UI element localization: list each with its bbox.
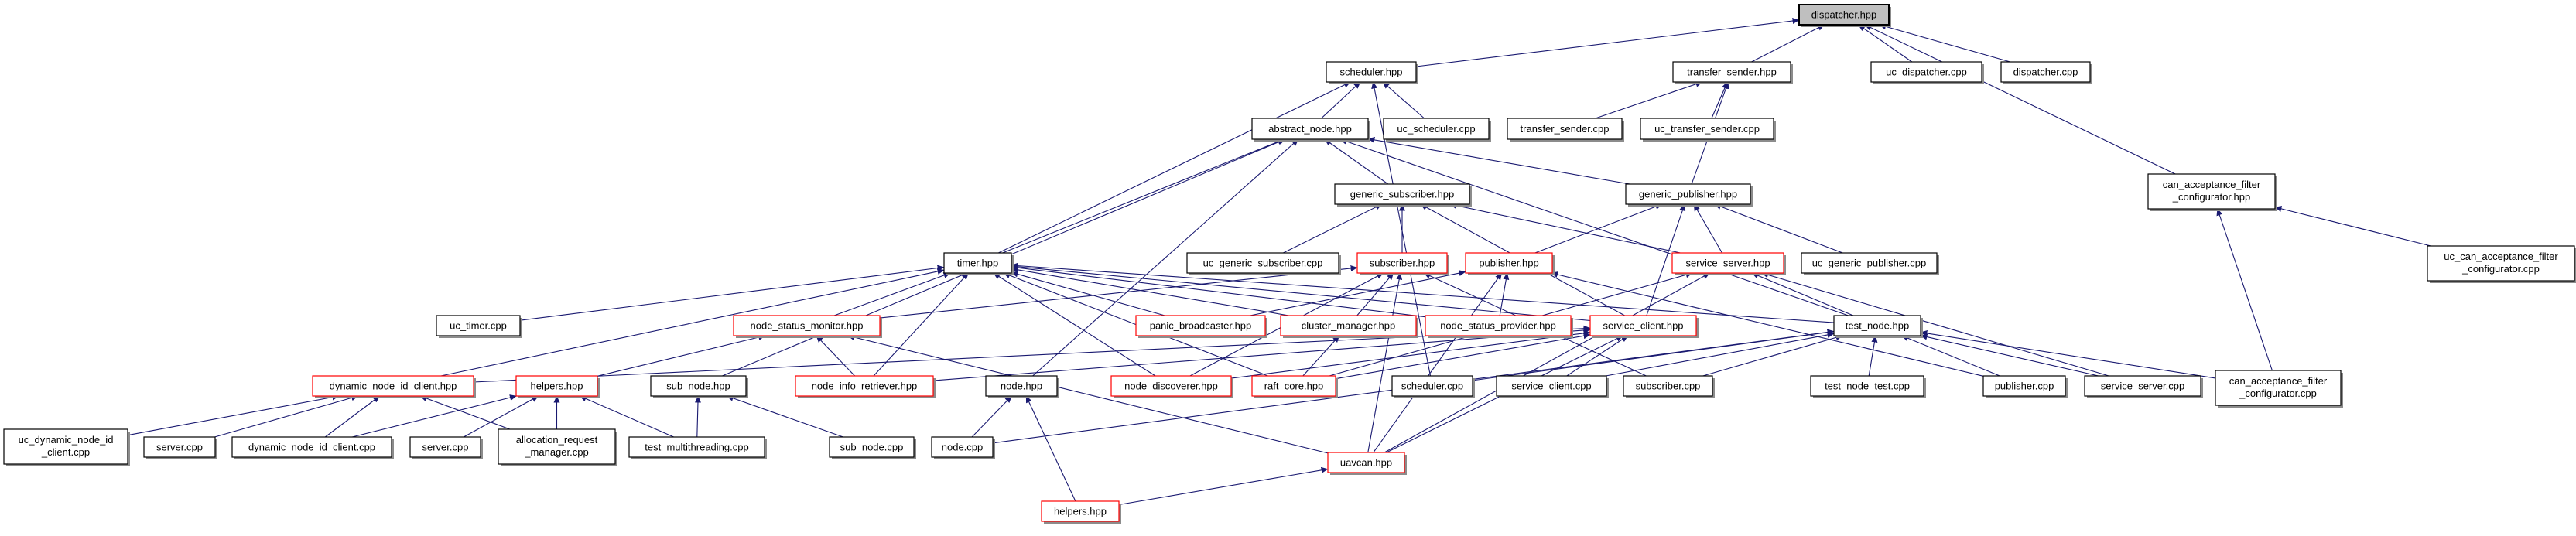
include-edge-can_acceptance_filter_configurator_hpp--dispatcher_hpp bbox=[1865, 25, 2175, 174]
node-box bbox=[1672, 253, 1784, 273]
node-label: uc_transfer_sender.cpp bbox=[1654, 123, 1760, 135]
graph-node-uc_transfer_sender_cpp[interactable] bbox=[1640, 118, 1776, 142]
graph-node-test_multithreading_cpp[interactable] bbox=[629, 437, 767, 459]
include-edge-node_status_provider_hpp--publisher_hpp bbox=[1500, 273, 1507, 316]
graph-node-publisher_hpp[interactable] bbox=[1466, 253, 1555, 275]
include-edge-uc_generic_subscriber_cpp--generic_subscriber_hpp bbox=[1283, 204, 1381, 253]
graph-node-cluster_manager_hpp[interactable] bbox=[1281, 316, 1418, 338]
node-box bbox=[944, 253, 1011, 273]
node-box bbox=[1673, 62, 1791, 82]
include-edge-generic_publisher_hpp--abstract_node_hpp bbox=[1368, 139, 1630, 185]
graph-node-uc_generic_subscriber_cpp[interactable] bbox=[1187, 253, 1341, 275]
node-label: generic_subscriber.hpp bbox=[1350, 188, 1455, 200]
node-label: uc_timer.cpp bbox=[450, 319, 507, 332]
graph-node-uc_can_acceptance_filter_configurator_cpp[interactable] bbox=[2427, 246, 2576, 283]
include-edge-dynamic_node_id_client_cpp--helpers_hpp_test bbox=[352, 396, 516, 437]
graph-node-generic_publisher_hpp[interactable] bbox=[1626, 184, 1753, 207]
node-label: uc_dispatcher.cpp bbox=[1886, 66, 1967, 78]
graph-node-sub_node_hpp[interactable] bbox=[651, 376, 748, 398]
node-box bbox=[1626, 184, 1750, 204]
node-label: scheduler.cpp bbox=[1401, 380, 1464, 392]
include-edge-helpers_hpp_test--node_status_monitor_hpp bbox=[597, 336, 765, 376]
include-edge-timer_hpp--scheduler_hpp bbox=[998, 82, 1350, 253]
node-box bbox=[4, 429, 128, 464]
node-box bbox=[1811, 376, 1924, 396]
node-box bbox=[1111, 376, 1231, 396]
graph-node-node_info_retriever_hpp[interactable] bbox=[795, 376, 936, 398]
graph-node-test_node_test_cpp[interactable] bbox=[1811, 376, 1926, 398]
graph-node-uc_generic_publisher_cpp[interactable] bbox=[1801, 253, 1939, 275]
include-edge-service_client_cpp--test_node_hpp bbox=[1606, 333, 1834, 376]
include-edge-test_node_hpp--service_server_hpp bbox=[1752, 273, 1853, 316]
node-box bbox=[144, 437, 215, 457]
include-edge-generic_subscriber_hpp--abstract_node_hpp bbox=[1325, 139, 1388, 184]
node-box bbox=[1252, 376, 1336, 396]
include-edge-sub_node_cpp--sub_node_hpp bbox=[727, 396, 843, 437]
node-box bbox=[313, 376, 474, 396]
include-edge-publisher_hpp--generic_publisher_hpp bbox=[1535, 204, 1662, 253]
include-edge-service_client_cpp--service_client_hpp bbox=[1567, 336, 1628, 376]
graph-node-node_hpp[interactable] bbox=[986, 376, 1059, 398]
node-label: transfer_sender.hpp bbox=[1687, 66, 1777, 78]
node-box bbox=[830, 437, 914, 457]
node-box bbox=[2215, 370, 2341, 405]
graph-node-node_status_monitor_hpp[interactable] bbox=[734, 316, 882, 338]
node-box bbox=[1590, 316, 1696, 336]
node-box bbox=[1871, 62, 1982, 82]
graph-node-dynamic_node_id_client_cpp[interactable] bbox=[232, 437, 394, 459]
graph-node-subscriber_cpp[interactable] bbox=[1623, 376, 1715, 398]
include-edge-abstract_node_hpp--scheduler_hpp bbox=[1322, 82, 1361, 118]
node-box bbox=[1384, 118, 1489, 139]
include-edge-service_server_hpp--generic_publisher_hpp bbox=[1694, 204, 1722, 253]
node-label: test_node.hpp bbox=[1845, 319, 1910, 332]
graph-node-scheduler_hpp[interactable] bbox=[1326, 62, 1418, 84]
node-box bbox=[1801, 253, 1937, 273]
graph-node-allocation_request_manager_cpp[interactable] bbox=[498, 429, 617, 466]
node-label: dispatcher.cpp bbox=[2013, 66, 2078, 78]
include-edge-uc_generic_publisher_cpp--generic_publisher_hpp bbox=[1715, 204, 1843, 253]
graph-node-raft_core_hpp[interactable] bbox=[1252, 376, 1338, 398]
include-edge-uc_can_acceptance_filter_configurator_cpp--can_acceptance_filter_configurator_hpp bbox=[2275, 207, 2431, 246]
node-box bbox=[629, 437, 765, 457]
graph-node-subscriber_hpp[interactable] bbox=[1357, 253, 1449, 275]
node-label: publisher.cpp bbox=[1994, 380, 2054, 392]
graph-node-transfer_sender_cpp[interactable] bbox=[1507, 118, 1624, 142]
graph-node-generic_subscriber_hpp[interactable] bbox=[1335, 184, 1472, 207]
node-box bbox=[2001, 62, 2090, 82]
include-edge-server_cpp_1--dynamic_node_id_client_hpp bbox=[214, 396, 357, 437]
include-edge-helpers_hpp_main--node_hpp bbox=[1026, 396, 1076, 501]
graph-node-service_server_hpp[interactable] bbox=[1672, 253, 1786, 275]
graph-node-uc_scheduler_cpp[interactable] bbox=[1384, 118, 1491, 142]
node-box bbox=[734, 316, 880, 336]
node-box bbox=[795, 376, 933, 396]
node-box bbox=[1328, 452, 1404, 473]
node-label: panic_broadcaster.hpp bbox=[1149, 319, 1252, 332]
node-label: publisher.hpp bbox=[1479, 257, 1539, 269]
node-label: subscriber.cpp bbox=[1635, 380, 1701, 392]
node-label: sub_node.cpp bbox=[840, 441, 904, 453]
node-label: can_acceptance_filter _configurator.cpp bbox=[2229, 375, 2328, 399]
node-label: generic_publisher.hpp bbox=[1638, 188, 1738, 200]
node-label: node_discoverer.hpp bbox=[1124, 380, 1218, 392]
graph-node-server_cpp_2[interactable] bbox=[410, 437, 483, 459]
graph-node-dispatcher_hpp[interactable] bbox=[1799, 5, 1891, 27]
node-label: raft_core.hpp bbox=[1264, 380, 1324, 392]
include-edge-uc_dynamic_node_id_client_cpp--dynamic_node_id_client_hpp bbox=[128, 396, 339, 435]
graph-node-can_acceptance_filter_configurator_cpp[interactable] bbox=[2215, 370, 2343, 408]
graph-node-uavcan_hpp[interactable] bbox=[1328, 452, 1407, 475]
node-label: allocation_request _manager.cpp bbox=[515, 434, 598, 458]
node-label: uc_dynamic_node_id _client.cpp bbox=[18, 434, 114, 458]
include-edge-subscriber_cpp--test_node_hpp bbox=[1703, 336, 1842, 376]
graph-node-scheduler_cpp[interactable] bbox=[1392, 376, 1475, 398]
graph-node-uc_timer_cpp[interactable] bbox=[436, 316, 522, 338]
node-label: uc_can_acceptance_filter _configurator.cpp bbox=[2444, 251, 2558, 275]
include-edge-can_acceptance_filter_configurator_cpp--can_acceptance_filter_configurator_hpp bbox=[2218, 209, 2273, 370]
node-label: dynamic_node_id_client.hpp bbox=[329, 380, 457, 392]
graph-node-dispatcher_cpp[interactable] bbox=[2001, 62, 2092, 84]
graph-node-panic_broadcaster_hpp[interactable] bbox=[1136, 316, 1267, 338]
include-edge-helpers_hpp_main--uavcan_hpp bbox=[1119, 469, 1328, 504]
include-edge-uc_timer_cpp--timer_hpp bbox=[520, 268, 944, 321]
node-box bbox=[1281, 316, 1416, 336]
node-box bbox=[232, 437, 392, 457]
node-box bbox=[651, 376, 746, 396]
include-edge-publisher_cpp--test_node_hpp bbox=[1902, 336, 2000, 376]
graph-node-helpers_hpp_main[interactable] bbox=[1042, 501, 1121, 524]
graph-node-helpers_hpp_test[interactable] bbox=[516, 376, 600, 398]
node-label: uavcan.hpp bbox=[1339, 456, 1393, 469]
graph-node-timer_hpp[interactable] bbox=[944, 253, 1014, 275]
node-box bbox=[1507, 118, 1622, 139]
node-label: dispatcher.hpp bbox=[1811, 9, 1877, 21]
node-box bbox=[2427, 246, 2574, 281]
node-box bbox=[498, 429, 615, 464]
graph-node-publisher_cpp[interactable] bbox=[1983, 376, 2068, 398]
node-label: dynamic_node_id_client.cpp bbox=[248, 441, 376, 453]
node-box bbox=[1983, 376, 2065, 396]
include-edge-can_acceptance_filter_configurator_cpp--test_node_hpp bbox=[1921, 333, 2215, 378]
node-label: subscriber.hpp bbox=[1369, 257, 1435, 269]
node-box bbox=[2148, 174, 2275, 209]
include-edge-uavcan_hpp--publisher_hpp bbox=[1374, 273, 1502, 452]
include-edge-service_server_hpp--generic_subscriber_hpp bbox=[1450, 204, 1681, 253]
node-box bbox=[1392, 376, 1473, 396]
node-box bbox=[1834, 316, 1921, 336]
node-box bbox=[410, 437, 481, 457]
node-box bbox=[1326, 62, 1416, 82]
node-label: cluster_manager.hpp bbox=[1301, 319, 1396, 332]
node-box bbox=[1252, 118, 1368, 139]
graph-node-dynamic_node_id_client_hpp[interactable] bbox=[313, 376, 476, 398]
node-label: sub_node.hpp bbox=[666, 380, 730, 392]
include-edge-uc_scheduler_cpp--scheduler_hpp bbox=[1383, 82, 1425, 118]
node-box bbox=[932, 437, 993, 457]
graph-node-node_status_provider_hpp[interactable] bbox=[1425, 316, 1573, 338]
graph-node-service_client_cpp[interactable] bbox=[1497, 376, 1609, 398]
graph-node-can_acceptance_filter_configurator_hpp[interactable] bbox=[2148, 174, 2277, 211]
node-label: helpers.hpp bbox=[530, 380, 583, 392]
node-box bbox=[2085, 376, 2201, 396]
node-box bbox=[1357, 253, 1447, 273]
node-box bbox=[1466, 253, 1552, 273]
node-box bbox=[986, 376, 1057, 396]
include-edge-uavcan_hpp--service_server_hpp bbox=[1384, 273, 1709, 452]
node-label: test_node_test.cpp bbox=[1825, 380, 1910, 392]
node-layer bbox=[4, 5, 2576, 524]
include-edge-dynamic_node_id_client_cpp--dynamic_node_id_client_hpp bbox=[325, 396, 379, 437]
node-label: service_client.hpp bbox=[1603, 319, 1684, 332]
graph-node-transfer_sender_hpp[interactable] bbox=[1673, 62, 1793, 84]
node-label: service_client.cpp bbox=[1511, 380, 1592, 392]
include-edge-timer_hpp--abstract_node_hpp bbox=[1003, 139, 1285, 253]
node-label: timer.hpp bbox=[956, 257, 999, 269]
graph-node-server_cpp_1[interactable] bbox=[144, 437, 217, 459]
node-box bbox=[1042, 501, 1119, 521]
node-label: can_acceptance_filter _configurator.hpp bbox=[2162, 179, 2261, 203]
node-label: uc_scheduler.cpp bbox=[1397, 123, 1476, 135]
include-edge-uc_transfer_sender_cpp--transfer_sender_hpp bbox=[1712, 82, 1727, 118]
include-edge-dispatcher_cpp--dispatcher_hpp bbox=[1880, 25, 2010, 62]
graph-node-service_server_cpp[interactable] bbox=[2085, 376, 2203, 398]
node-label: helpers.hpp bbox=[1054, 505, 1107, 517]
include-edge-transfer_sender_cpp--transfer_sender_hpp bbox=[1596, 82, 1702, 118]
include-edge-dynamic_node_id_client_hpp--service_client_hpp bbox=[474, 328, 1590, 382]
node-label: abstract_node.hpp bbox=[1268, 123, 1352, 135]
include-edge-cluster_manager_hpp--subscriber_hpp bbox=[1357, 273, 1394, 316]
node-box bbox=[1799, 5, 1889, 25]
node-label: server.cpp bbox=[156, 441, 203, 453]
graph-node-service_client_hpp[interactable] bbox=[1590, 316, 1699, 338]
node-label: transfer_sender.cpp bbox=[1520, 123, 1610, 135]
node-label: node.hpp bbox=[1000, 380, 1043, 392]
node-label: node_info_retriever.hpp bbox=[811, 380, 918, 392]
graph-node-uc_dispatcher_cpp[interactable] bbox=[1871, 62, 1984, 84]
node-box bbox=[1640, 118, 1774, 139]
graph-node-test_node_hpp[interactable] bbox=[1834, 316, 1923, 338]
graph-node-node_cpp[interactable] bbox=[932, 437, 995, 459]
node-label: scheduler.hpp bbox=[1339, 66, 1403, 78]
node-box bbox=[1136, 316, 1265, 336]
graph-node-sub_node_cpp[interactable] bbox=[830, 437, 916, 459]
node-label: test_multithreading.cpp bbox=[645, 441, 749, 453]
node-label: node.cpp bbox=[941, 441, 984, 453]
node-box bbox=[516, 376, 597, 396]
node-label: service_server.hpp bbox=[1685, 257, 1770, 269]
node-box bbox=[436, 316, 520, 336]
node-box bbox=[1425, 316, 1571, 336]
include-edge-service_server_cpp--service_server_hpp bbox=[1762, 273, 2109, 376]
include-edge-node_info_retriever_hpp--node_status_monitor_hpp bbox=[816, 336, 855, 376]
include-edge-scheduler_hpp--dispatcher_hpp bbox=[1416, 20, 1799, 67]
node-label: service_server.cpp bbox=[2100, 380, 2185, 392]
include-edge-node_status_monitor_hpp--timer_hpp bbox=[834, 273, 950, 316]
graph-node-uc_dynamic_node_id_client_cpp[interactable] bbox=[4, 429, 130, 466]
graph-node-node_discoverer_hpp[interactable] bbox=[1111, 376, 1233, 398]
include-edge-transfer_sender_hpp--dispatcher_hpp bbox=[1752, 25, 1825, 62]
node-label: uc_generic_subscriber.cpp bbox=[1202, 257, 1323, 269]
include-edge-test_node_test_cpp--test_node_hpp bbox=[1869, 336, 1876, 376]
node-label: uc_generic_publisher.cpp bbox=[1811, 257, 1927, 269]
include-edge-raft_core_hpp--service_client_hpp bbox=[1336, 335, 1590, 379]
include-edge-test_node_hpp--abstract_node_hpp bbox=[1340, 139, 1849, 316]
node-box bbox=[1335, 184, 1469, 204]
node-box bbox=[1623, 376, 1712, 396]
node-label: server.cpp bbox=[422, 441, 469, 453]
include-edge-node_cpp--node_hpp bbox=[972, 396, 1011, 437]
node-box bbox=[1497, 376, 1606, 396]
node-box bbox=[1187, 253, 1339, 273]
node-label: node_status_monitor.hpp bbox=[750, 319, 864, 332]
graph-node-abstract_node_hpp[interactable] bbox=[1252, 118, 1370, 142]
include-edge-test_multithreading_cpp--sub_node_hpp bbox=[697, 396, 698, 437]
node-label: node_status_provider.hpp bbox=[1440, 319, 1556, 332]
